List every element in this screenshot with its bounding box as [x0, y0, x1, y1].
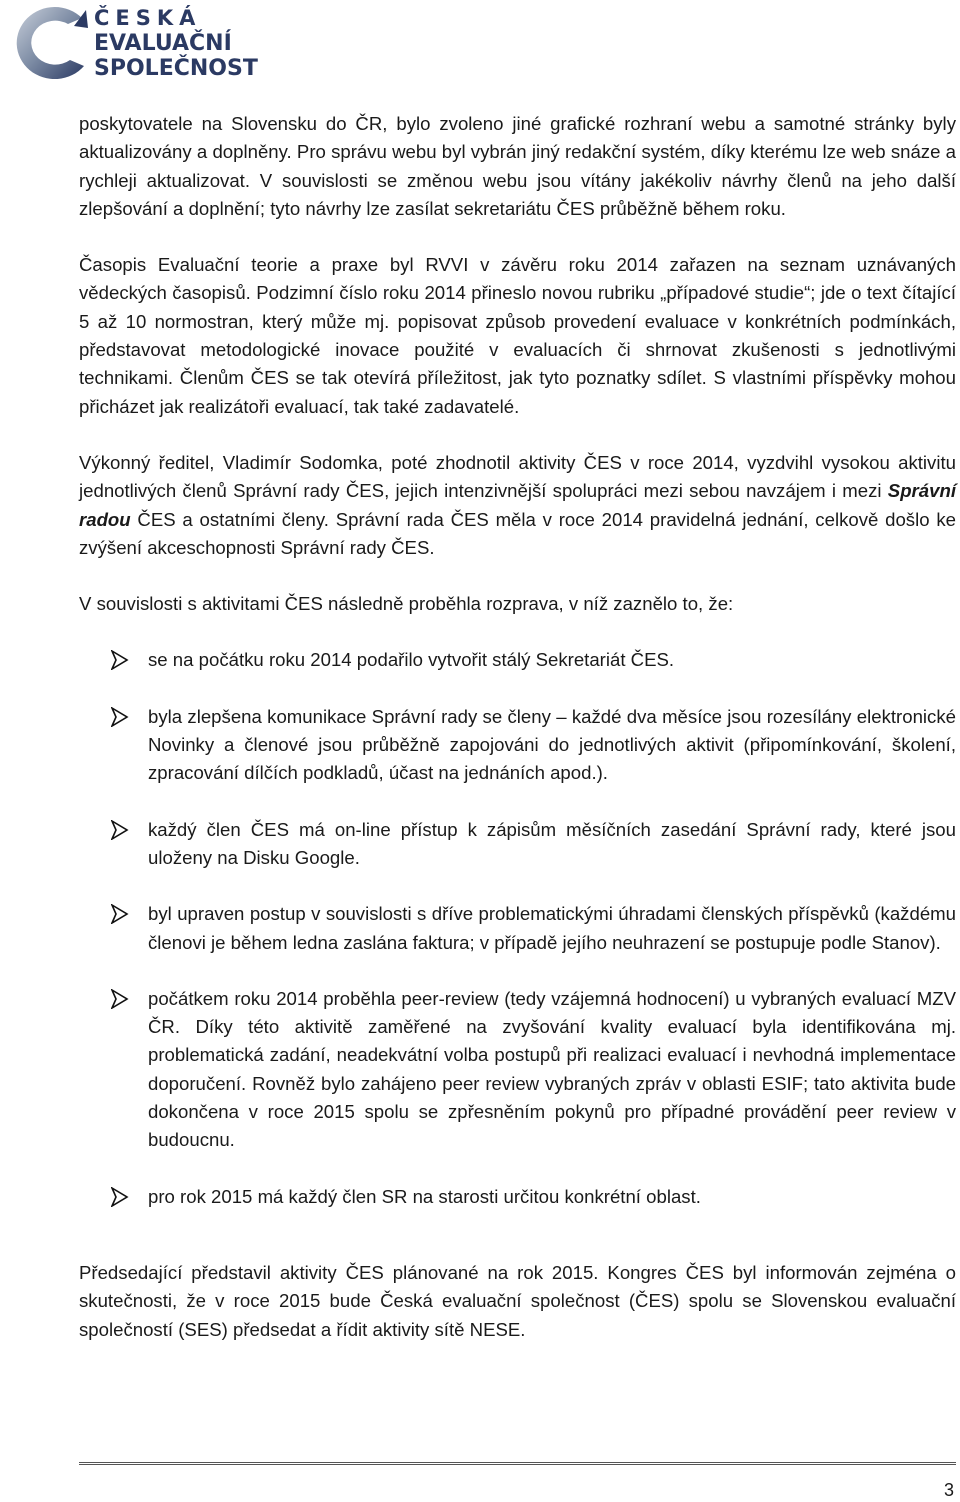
logo-line-3: SPOLEČNOST: [94, 56, 258, 81]
arrow-bullet-icon: [111, 904, 129, 924]
discussion-bullet-list: [79, 646, 956, 1210]
logo-line-2: EVALUAČNÍ: [94, 31, 232, 56]
paragraph-web: poskytovatele na Slovensku do ČR, bylo zvoleno jiné grafické rozhraní webu a samotné stránky byly aktualizovány a doplněny. Pro správu webu byl vybrán jiný redakční systém, díky kterému lze web snáze a rychleji aktualizovat. V souvislosti se změnou webu jsou vítány jakékoliv návrhy členů na jeho další zlepšování a doplnění; tyto návrhy lze zasílat sekretariátu ČES průběžně během roku.: [79, 113, 956, 219]
arrow-bullet-icon: [111, 650, 129, 670]
list-item: [79, 900, 956, 957]
list-item: [79, 646, 956, 674]
arrow-bullet-icon: [111, 1187, 129, 1207]
document-body: [79, 110, 956, 1344]
list-item: [79, 985, 956, 1155]
paragraph-journal: Časopis Evaluační teorie a praxe byl RVVI v závěru roku 2014 zařazen na seznam uznávaných vědeckých časopisů. Podzimní číslo roku 2014 přineslo novou rubriku „případové studie“; jde o text čítající 5 až 10 normostran, který může mj. popisovat způsob provedení evaluace v konkrétních podmínkách, představovat metodologické inovace použité v evaluacích či shrnovat zkušenosti s jednotlivými technikami. Členům ČES se tak otevírá příležitost, jak tyto poznatky sdílet. S vlastními příspěvky mohou přicházet jak realizátoři evaluací, tak také zadavatelé.: [79, 254, 956, 417]
logo-wordmark: [94, 6, 258, 81]
emphasis-spravni-radou: Správní radou: [79, 480, 956, 530]
list-item: [79, 1183, 956, 1211]
arrow-bullet-icon: [111, 989, 129, 1009]
organization-logo: [4, 4, 294, 84]
paragraph-chairman: Předsedající představil aktivity ČES plánované na rok 2015. Kongres ČES byl informován zejména o skutečnosti, že v roce 2015 bude Česká evaluační společnost (ČES) spolu se Slovenskou evaluační společností (SES) předsedat a řídit aktivity sítě NESE.: [79, 1261, 956, 1340]
list-item-text: se na počátku roku 2014 podařilo vytvořit stálý Sekretariát ČES.: [148, 649, 675, 671]
list-item-text: každý člen ČES má on-line přístup k zápisům měsíčních zasedání Správní rady, které jsou uloženy na Disku Google.: [148, 818, 956, 868]
list-item-text: byl upraven postup v souvislosti s dříve problematickými úhradami členských příspěvků (každému členovi je během ledna zaslána faktura; v případě jejího neuhrazení se postupuje podle Stanov).: [148, 903, 956, 953]
list-item: [79, 703, 956, 788]
logo-ring-icon: [4, 4, 88, 84]
list-item-text: počátkem roku 2014 proběhla peer-review (tedy vzájemná hodnocení) u vybraných evaluací MZV ČR. Díky této aktivitě zaměřené na zvyšování kvality evaluací byla identifikována mj. problematická zadání, neadekvátní volba postupů při realizaci evaluací i nevhodná implementace doporučení. Rovněž bylo zahájeno peer review vybraných zpráv v oblasti ESIF; tato aktivita bude dokončena v roce 2015 spolu se zpřesněním pokynů pro případné provádění peer review v budoucnu.: [148, 987, 956, 1151]
arrow-bullet-icon: [111, 820, 129, 840]
paragraph-director-end: ČES a ostatními členy. Správní rada ČES měla v roce 2014 pravidelná jednání, celkově došlo ke zvýšení akceschopnosti Správní rady ČES.: [79, 508, 956, 558]
paragraph-director-start: Výkonný ředitel, Vladimír Sodomka, poté zhodnotil aktivity ČES v roce 2014, vyzdvihl vysokou aktivitu jednotlivých členů Správní rady ČES, jejich intenzivnější spolupráci mezi sebou navzájem i mezi: [79, 451, 956, 502]
list-item: [79, 816, 956, 873]
paragraph-discussion-intro: V souvislosti s aktivitami ČES následně proběhla rozprava, v níž zaznělo to, že:: [79, 593, 734, 615]
logo-line-1: ČESKÁ: [94, 6, 202, 30]
paragraph-director: [79, 449, 956, 562]
footer-divider: [79, 1462, 956, 1465]
page-number: 3: [943, 1480, 954, 1500]
list-item-text: pro rok 2015 má každý člen SR na starosti určitou konkrétní oblast.: [148, 1185, 701, 1207]
list-item-text: byla zlepšena komunikace Správní rady se členy – každé dva měsíce jsou rozesílány elektronické Novinky a členové jsou průběžně zapojováni do jednotlivých aktivit (připomínkování, školení, zpracování dílčích podkladů, účast na jednáních apod.).: [148, 705, 956, 784]
arrow-bullet-icon: [111, 707, 129, 727]
